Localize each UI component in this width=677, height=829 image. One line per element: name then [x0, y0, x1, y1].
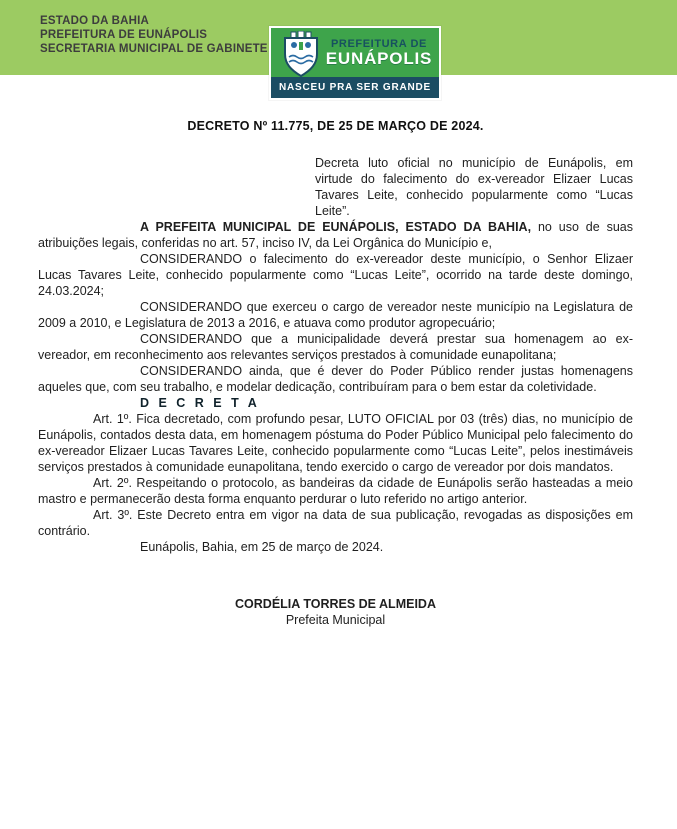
preamble-rest: no uso de suas atribuições legais, conferidas no art. 57, inciso IV, da Lei Orgânica do Município e,	[38, 220, 633, 250]
decree-title: DECRETO Nº 11.775, DE 25 DE MARÇO DE 2024.	[187, 119, 484, 133]
preamble-paragraph	[38, 219, 633, 251]
considerando-paragraph-1: CONSIDERANDO o falecimento do ex-vereador deste município, o Senhor Elizaer Lucas Tavares Leite, conhecido popularmente como “Lucas Leite”, ocorrido na tarde deste domingo, 24.03.2024;	[38, 252, 633, 298]
signature-name: CORDÉLIA TORRES DE ALMEIDA	[235, 597, 436, 611]
org-line-state: ESTADO DA BAHIA	[40, 15, 150, 27]
article-3-paragraph: Art. 3º. Este Decreto entra em vigor na data de sua publicação, revogadas as disposições em contrário.	[38, 508, 633, 538]
org-line-prefeitura: PREFEITURA DE EUNÁPOLIS	[40, 29, 208, 41]
logo-slogan-banner: NASCEU PRA SER GRANDE	[271, 77, 439, 98]
considerando-paragraph-2: CONSIDERANDO que exerceu o cargo de vereador neste município na Legislatura de 2009 a 2010, e Legislatura de 2013 a 2016, e atuava como produtor agropecuário;	[38, 300, 633, 330]
decreta-heading: D E C R E T A	[140, 396, 260, 410]
preamble-bold: A PREFEITA MUNICIPAL DE EUNÁPOLIS, ESTADO DA BAHIA,	[140, 220, 532, 234]
signature-role: Prefeita Municipal	[285, 613, 386, 627]
org-header-lines	[40, 14, 268, 56]
logo-wordmark	[325, 38, 439, 68]
considerando-paragraph-3: CONSIDERANDO que a municipalidade deverá prestar sua homenagem ao ex-vereador, em reconhecimento aos relevantes serviços prestados à comunidade eunapolitana;	[38, 332, 633, 362]
logo-prefeitura-de: PREFEITURA DE	[330, 37, 427, 50]
considerando-paragraph-4: CONSIDERANDO ainda, que é dever do Poder Público render justas homenagens aqueles que, com seu trabalho, e modelar dedicação, contribuíram para o bem estar da coletividade.	[38, 364, 633, 394]
logo-city-name: EUNÁPOLIS	[325, 48, 433, 68]
decree-body	[0, 75, 677, 628]
date-line: Eunápolis, Bahia, em 25 de março de 2024.	[140, 540, 384, 554]
decree-ementa: Decreta luto oficial no município de Eunápolis, em virtude do falecimento do ex-vereador Elizaer Lucas Tavares Leite, conhecido popularmente como “Lucas Leite”.	[315, 156, 633, 218]
article-2-paragraph: Art. 2º. Respeitando o protocolo, as bandeiras da cidade de Eunápolis serão hasteadas a meio mastro e permanecerão desta forma enquanto perdurar o luto referido no artigo anterior.	[38, 476, 633, 506]
org-line-secretaria: SECRETARIA MUNICIPAL DE GABINETE	[40, 43, 268, 55]
coat-of-arms-icon	[279, 31, 323, 77]
article-1-paragraph: Art. 1º. Fica decretado, com profundo pesar, LUTO OFICIAL por 03 (três) dias, no município de Eunápolis, contados desta data, em homenagem póstuma do Poder Público Municipal pelo falecimento do ex-vereador Elizaer Lucas Tavares Leite, conhecido popularmente como “Lucas Leite”, pelos inestimáveis serviços prestados à comunidade eunapolitana, tendo exercido o cargo de vereador por dois mandatos.	[38, 412, 633, 474]
signature-block	[38, 596, 633, 628]
logo-main-area	[271, 28, 439, 77]
